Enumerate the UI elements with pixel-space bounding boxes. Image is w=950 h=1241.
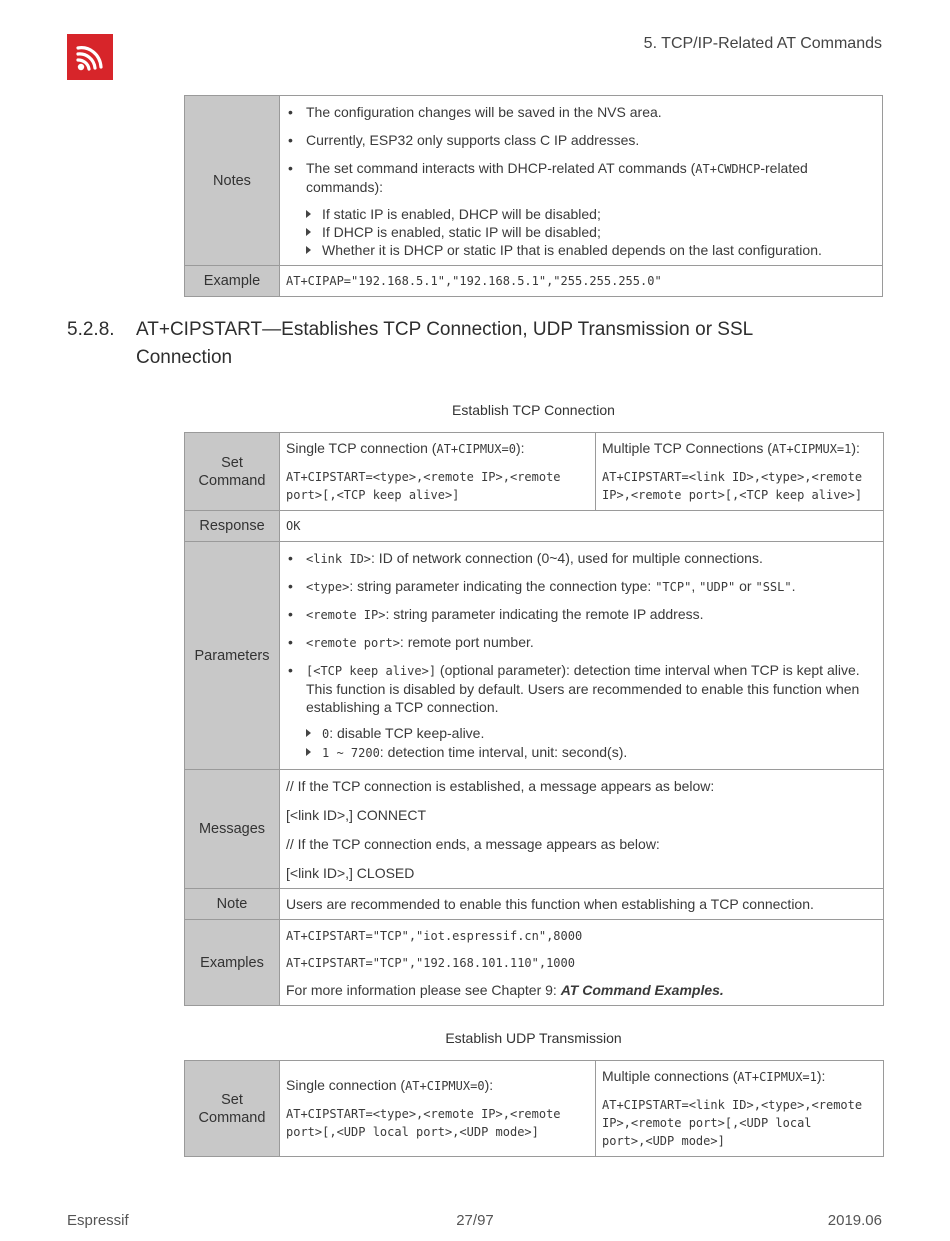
example-label: Example [185, 266, 280, 297]
parameter-item: • <link ID>: ID of network connection (0~4), used for multiple connections. [286, 549, 877, 568]
parameter-item: • <remote IP>: string parameter indicating the remote IP address. [286, 605, 877, 624]
set-command-label: Set Command [185, 433, 280, 511]
footer-page-number: 27/97 [456, 1212, 494, 1229]
message-line: // If the TCP connection is established, a message appears as below: [286, 777, 715, 794]
note-item: • The set command interacts with DHCP-related AT commands (AT+CWDHCP-related commands): [286, 159, 876, 196]
parameters-label: Parameters [185, 542, 280, 770]
example-command: AT+CIPSTART="TCP","192.168.101.110",1000 [286, 955, 575, 970]
tcp-multiple-command: AT+CIPSTART=<link ID>,<type>,<remote IP>,<remote port>[,<TCP keep alive>] [602, 470, 863, 502]
udp-single-command: AT+CIPSTART=<type>,<remote IP>,<remote port>[,<UDP local port>,<UDP mode>] [286, 1107, 561, 1139]
response-label: Response [185, 511, 280, 542]
espressif-logo [67, 34, 113, 80]
espressif-logo-icon [67, 34, 113, 80]
keepalive-option: 0: disable TCP keep-alive. [286, 724, 877, 743]
triangle-bullet-icon [306, 748, 311, 756]
footer-date: 2019.06 [827, 1212, 882, 1229]
tcp-single-command: AT+CIPSTART=<type>,<remote IP>,<remote port>[,<TCP keep alive>] [286, 470, 561, 502]
example-command: AT+CIPSTART="TCP","iot.espressif.cn",8000 [286, 928, 583, 943]
messages-cell [280, 770, 884, 889]
notes-label: Notes [185, 96, 280, 266]
messages-label: Messages [185, 770, 280, 889]
tcp-multiple-connection-cell: Multiple TCP Connections (AT+CIPMUX=1): AT+CIPSTART=<link ID>,<type>,<remote IP>,<remote port>[,<TCP keep alive>] [596, 433, 884, 511]
keepalive-option: 1 ~ 7200: detection time interval, unit: second(s). [286, 743, 877, 762]
section-heading [67, 316, 753, 372]
parameter-item: • <type>: string parameter indicating the connection type: "TCP", "UDP" or "SSL". [286, 577, 877, 596]
message-line: // If the TCP connection ends, a message appears as below: [286, 835, 660, 852]
section-number: 5.2.8. [67, 319, 115, 340]
cipap-notes-table [184, 95, 883, 297]
note-label: Note [185, 889, 280, 920]
parameter-item: • <remote port>: remote port number. [286, 633, 877, 652]
examples-label: Examples [185, 920, 280, 1006]
udp-multiple-command: AT+CIPSTART=<link ID>,<type>,<remote IP>,<remote port>[,<UDP local port>,<UDP mode>] [602, 1098, 863, 1148]
subnote-item: If static IP is enabled, DHCP will be disabled; [286, 205, 876, 223]
note-item: • Currently, ESP32 only supports class C IP addresses. [286, 131, 876, 149]
response-value: OK [280, 511, 884, 542]
triangle-bullet-icon [306, 246, 311, 254]
triangle-bullet-icon [306, 729, 311, 737]
chapter-title: 5. TCP/IP-Related AT Commands [643, 35, 882, 52]
tcp-table-caption: Establish TCP Connection [452, 402, 615, 418]
udp-transmission-table [184, 1060, 884, 1157]
more-info-line: For more information please see Chapter 9: AT Command Examples. [286, 981, 724, 998]
section-title-line2: Connection [136, 347, 233, 368]
tcp-single-connection-cell: Single TCP connection (AT+CIPMUX=0): AT+CIPSTART=<type>,<remote IP>,<remote port>[,<TCP keep alive>] [280, 433, 596, 511]
notes-cell [280, 96, 883, 266]
note-text: Users are recommended to enable this function when establishing a TCP connection. [280, 889, 884, 920]
subnote-item: If DHCP is enabled, static IP will be disabled; [286, 223, 876, 241]
examples-cell [280, 920, 884, 1006]
udp-multiple-connection-cell: Multiple connections (AT+CIPMUX=1): AT+CIPSTART=<link ID>,<type>,<remote IP>,<remote port>[,<UDP local port>,<UDP mode>] [596, 1061, 884, 1157]
message-line: [<link ID>,] CLOSED [286, 864, 415, 881]
chapter-link[interactable]: AT Command Examples. [560, 981, 724, 998]
message-line: [<link ID>,] CONNECT [286, 806, 427, 823]
subnote-item: Whether it is DHCP or static IP that is enabled depends on the last configuration. [286, 241, 876, 259]
udp-single-connection-cell: Single connection (AT+CIPMUX=0): AT+CIPSTART=<type>,<remote IP>,<remote port>[,<UDP local port>,<UDP mode>] [280, 1061, 596, 1157]
parameters-cell [280, 542, 884, 770]
tcp-connection-table [184, 432, 884, 1006]
note-item: • The configuration changes will be saved in the NVS area. [286, 103, 876, 121]
example-code: AT+CIPAP="192.168.5.1","192.168.5.1","255.255.255.0" [280, 266, 883, 297]
triangle-bullet-icon [306, 228, 311, 236]
set-command-label: Set Command [185, 1061, 280, 1157]
section-title-line1: AT+CIPSTART—Establishes TCP Connection, UDP Transmission or SSL [136, 319, 754, 340]
udp-table-caption: Establish UDP Transmission [445, 1030, 622, 1046]
parameter-item: • [<TCP keep alive>] (optional parameter): detection time interval when TCP is kept alive. This function is disabled by default. Users are recommended to enable this function when establishing a TCP connection. [286, 661, 877, 716]
footer-company: Espressif [67, 1212, 129, 1229]
triangle-bullet-icon [306, 210, 311, 218]
